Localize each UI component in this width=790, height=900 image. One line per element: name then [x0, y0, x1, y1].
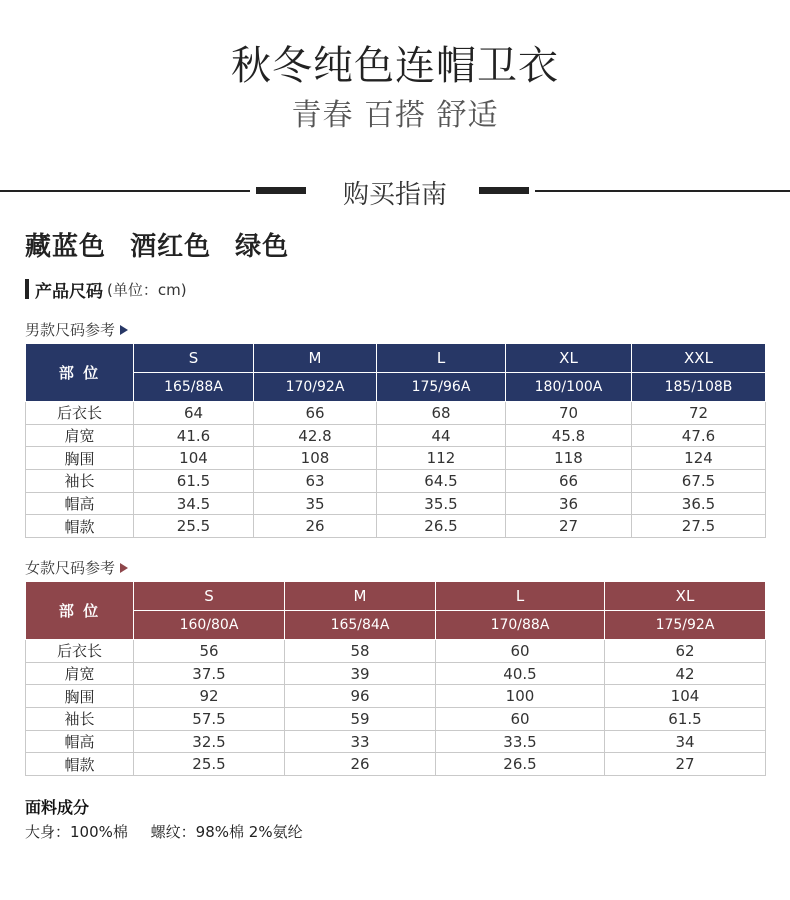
table-row [26, 662, 766, 685]
heading-marker [25, 279, 29, 299]
color-green: 绿色 [235, 232, 290, 262]
size-header: L [436, 582, 605, 611]
size-unit: (单位：cm) [107, 280, 187, 299]
table-cell: 39 [285, 662, 436, 685]
table-cell: 33 [285, 730, 436, 753]
section-divider [0, 174, 790, 208]
row-label: 胸围 [26, 685, 134, 708]
table-cell: 92 [134, 685, 285, 708]
table-cell: 27 [605, 753, 766, 776]
table-cell: 45.8 [506, 424, 632, 447]
page-subtitle: 青春 百搭 舒适 [291, 98, 499, 133]
part-header: 部 位 [26, 344, 134, 402]
table-cell: 58 [285, 640, 436, 663]
size-header: L [377, 344, 506, 373]
size-heading [25, 278, 187, 300]
size-header: S [134, 582, 285, 611]
color-wine-red: 酒红色 [130, 232, 212, 262]
size-header: XXL [632, 344, 766, 373]
row-label: 袖长 [26, 470, 134, 493]
table-row [26, 402, 766, 425]
table-row [26, 753, 766, 776]
row-label: 帽高 [26, 492, 134, 515]
table-cell: 36.5 [632, 492, 766, 515]
table-cell: 61.5 [605, 708, 766, 731]
table-cell: 34.5 [134, 492, 254, 515]
table-row [26, 730, 766, 753]
table-cell: 124 [632, 447, 766, 470]
table-cell: 35 [254, 492, 377, 515]
row-label: 肩宽 [26, 662, 134, 685]
table-cell: 56 [134, 640, 285, 663]
size-header: XL [605, 582, 766, 611]
table-cell: 26.5 [377, 515, 506, 538]
table-cell: 41.6 [134, 424, 254, 447]
guide-heading: 购买指南 [342, 180, 447, 210]
color-options [25, 226, 303, 263]
women-size-label [25, 557, 128, 578]
row-label: 胸围 [26, 447, 134, 470]
table-cell: 96 [285, 685, 436, 708]
table-row [26, 470, 766, 493]
table-cell: 42 [605, 662, 766, 685]
table-cell: 104 [605, 685, 766, 708]
table-cell: 67.5 [632, 470, 766, 493]
table-cell: 57.5 [134, 708, 285, 731]
table-cell: 35.5 [377, 492, 506, 515]
divider-line-right [535, 190, 790, 192]
men-size-label-text: 男款尺码参考 [25, 321, 116, 339]
men-size-table [25, 343, 766, 538]
fit-header: 185/108B [632, 373, 766, 402]
table-row [26, 447, 766, 470]
table-cell: 25.5 [134, 753, 285, 776]
table-cell: 26.5 [436, 753, 605, 776]
fabric-body: 大身：100%棉 [25, 823, 128, 841]
table-cell: 66 [254, 402, 377, 425]
part-header: 部 位 [26, 582, 134, 640]
table-cell: 47.6 [632, 424, 766, 447]
table-cell: 112 [377, 447, 506, 470]
table-cell: 32.5 [134, 730, 285, 753]
table-cell: 37.5 [134, 662, 285, 685]
table-cell: 68 [377, 402, 506, 425]
table-cell: 61.5 [134, 470, 254, 493]
table-cell: 70 [506, 402, 632, 425]
table-cell: 60 [436, 640, 605, 663]
table-cell: 72 [632, 402, 766, 425]
table-cell: 64.5 [377, 470, 506, 493]
table-cell: 62 [605, 640, 766, 663]
fabric-composition [25, 821, 321, 842]
table-row [26, 492, 766, 515]
table-cell: 36 [506, 492, 632, 515]
fit-header: 180/100A [506, 373, 632, 402]
table-cell: 40.5 [436, 662, 605, 685]
table-row [26, 424, 766, 447]
fit-header: 165/84A [285, 611, 436, 640]
women-size-table [25, 581, 766, 776]
size-header: XL [506, 344, 632, 373]
divider-bar-right [479, 187, 529, 194]
table-cell: 27.5 [632, 515, 766, 538]
table-cell: 44 [377, 424, 506, 447]
size-header: M [285, 582, 436, 611]
fabric-heading: 面料成分 [25, 798, 90, 817]
table-cell: 60 [436, 708, 605, 731]
row-label: 后衣长 [26, 640, 134, 663]
table-cell: 66 [506, 470, 632, 493]
row-label: 帽款 [26, 515, 134, 538]
row-label: 帽款 [26, 753, 134, 776]
table-cell: 104 [134, 447, 254, 470]
color-navy: 藏蓝色 [25, 232, 107, 262]
fit-header: 175/96A [377, 373, 506, 402]
table-row [26, 640, 766, 663]
table-cell: 63 [254, 470, 377, 493]
table-cell: 64 [134, 402, 254, 425]
triangle-right-icon [120, 563, 128, 573]
table-row [26, 515, 766, 538]
men-size-label [25, 319, 128, 340]
size-header: S [134, 344, 254, 373]
table-cell: 118 [506, 447, 632, 470]
row-label: 肩宽 [26, 424, 134, 447]
fit-header: 170/88A [436, 611, 605, 640]
size-header: M [254, 344, 377, 373]
page-title: 秋冬纯色连帽卫衣 [231, 43, 559, 89]
table-row [26, 708, 766, 731]
triangle-right-icon [120, 325, 128, 335]
table-cell: 26 [285, 753, 436, 776]
fit-header: 175/92A [605, 611, 766, 640]
table-cell: 42.8 [254, 424, 377, 447]
row-label: 袖长 [26, 708, 134, 731]
fit-header: 170/92A [254, 373, 377, 402]
row-label: 后衣长 [26, 402, 134, 425]
size-heading-text: 产品尺码 [35, 281, 103, 302]
table-cell: 33.5 [436, 730, 605, 753]
table-row [26, 685, 766, 708]
table-cell: 25.5 [134, 515, 254, 538]
fit-header: 165/88A [134, 373, 254, 402]
table-cell: 108 [254, 447, 377, 470]
row-label: 帽高 [26, 730, 134, 753]
table-cell: 59 [285, 708, 436, 731]
women-size-label-text: 女款尺码参考 [25, 559, 116, 577]
table-cell: 100 [436, 685, 605, 708]
table-cell: 26 [254, 515, 377, 538]
fit-header: 160/80A [134, 611, 285, 640]
table-cell: 34 [605, 730, 766, 753]
fabric-rib: 螺纹：98%棉 2%氨纶 [150, 823, 303, 841]
table-cell: 27 [506, 515, 632, 538]
